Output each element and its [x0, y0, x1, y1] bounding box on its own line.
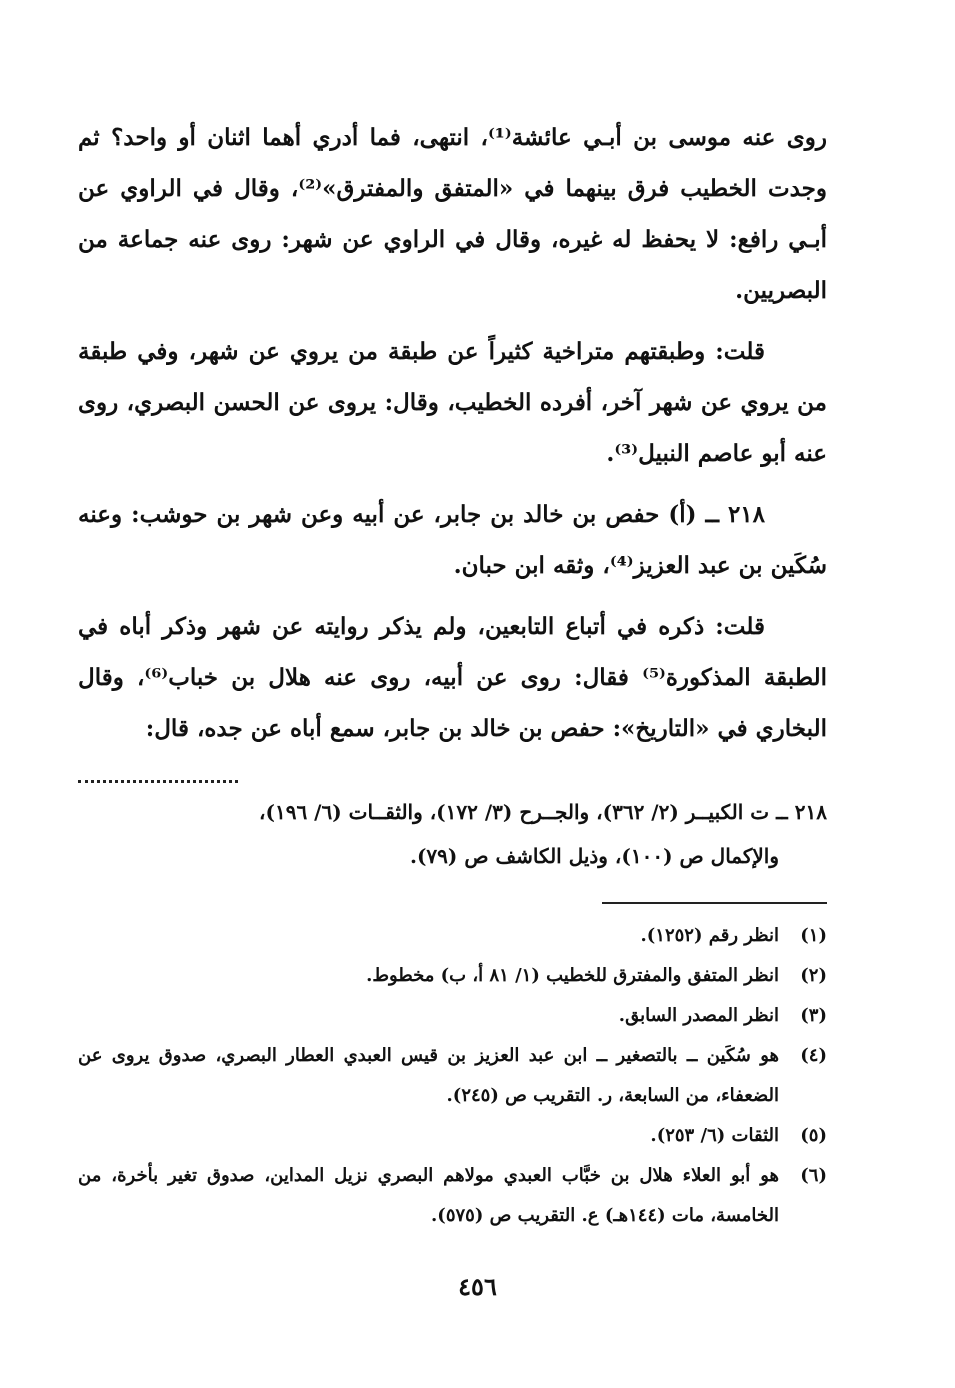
source-line-1: ٢١٨ ــ ت الكبيــر (٢/ ٣٦٢)، والجــرح (٣/ ١٧٢)، والثقــات (٦/ ١٩٦)،	[259, 800, 827, 824]
paragraph-3-entry-218: ٢١٨ ــ (أ) حفص بن خالد بن جابر، عن أبيه وعن شهر بن حوشب: وعنه سُكَين بن عبد العزيز⁽⁴⁾، وثقه ابن حبان.	[78, 501, 827, 579]
source-references	[78, 790, 827, 878]
footnote-item	[78, 1036, 827, 1116]
paragraph-1: روى عنه موسى بن أبـي عائشة⁽¹⁾، انتهى، فما أدري أهما اثنان أو واحد؟ ثم وجدت الخطيب فرق بينهما في «المتفق والمفترق»⁽²⁾، وقال في الراوي عن أبـي رافع: لا يحفظ له غيره، وقال في الراوي عن شهر: روى عنه جماعة من البصريين.	[78, 124, 827, 304]
footnote-text: انظر المتفق والمفترق للخطيب (١/ ٨١ أ، ب) مخطوط.	[366, 965, 779, 986]
footnote-number: (٢)	[800, 965, 827, 986]
footnote-text: هو سُكَين ــ بالتصغير ــ ابن عبد العزيز بن قيس العبدي العطار البصري، صدوق يروى عن الضعفاء، من السابعة، ر. التقريب ص (٢٤٥).	[78, 1045, 779, 1106]
footnote-text: انظر رقم (١٢٥٢).	[640, 925, 779, 946]
footnote-number: (١)	[800, 925, 827, 946]
footnote-number: (٤)	[800, 1045, 827, 1066]
footnote-item	[78, 916, 827, 956]
paragraph-2: قلت: وطبقتهم متراخية كثيراً عن طبقة من يروي عن شهر، وفي طبقة من يروي عن شهر آخر، أفرده الخطيب، وقال: يروى عن الحسن البصري، روى عنه أبو عاصم النبيل⁽³⁾.	[78, 338, 827, 467]
paragraph-4: قلت: ذكره في أتباع التابعين، ولم يذكر روايته عن شهر وذكر أباه في الطبقة المذكورة⁽⁵⁾ فقال: روى عن أبيه، روى عنه هلال بن خباب⁽⁶⁾، وقال البخاري في «التاريخ»: حفص بن خالد بن جابر، سمع أباه عن جده، قال:	[78, 613, 827, 742]
footnote-item	[78, 996, 827, 1036]
main-text	[78, 112, 827, 754]
footnote-number: (٥)	[800, 1125, 827, 1146]
footnote-number: (٦)	[800, 1165, 827, 1186]
footnotes	[78, 916, 827, 1236]
footnote-text: الثقات (٦/ ٢٥٣).	[650, 1125, 779, 1146]
footnote-item	[78, 1156, 827, 1236]
footnote-text: انظر المصدر السابق.	[618, 1005, 779, 1026]
footnote-text: هو أبو العلاء هلال بن خبَّاب العبدي مولاهم البصري نزيل المداين، صدوق تغير بأخرة، من الخامسة، مات (١٤٤هـ) ع. التقريب ص (٥٧٥).	[78, 1165, 779, 1226]
page-number: ٤٥٦	[458, 1272, 497, 1301]
footnote-number: (٣)	[800, 1005, 827, 1026]
continuation-dots	[78, 760, 238, 783]
footnote-item	[78, 956, 827, 996]
footnote-item	[78, 1116, 827, 1156]
footnote-divider	[602, 902, 827, 904]
source-line-2: والإكمال ص (١٠٠)، وذيل الكاشف ص (٧٩).	[409, 844, 779, 868]
